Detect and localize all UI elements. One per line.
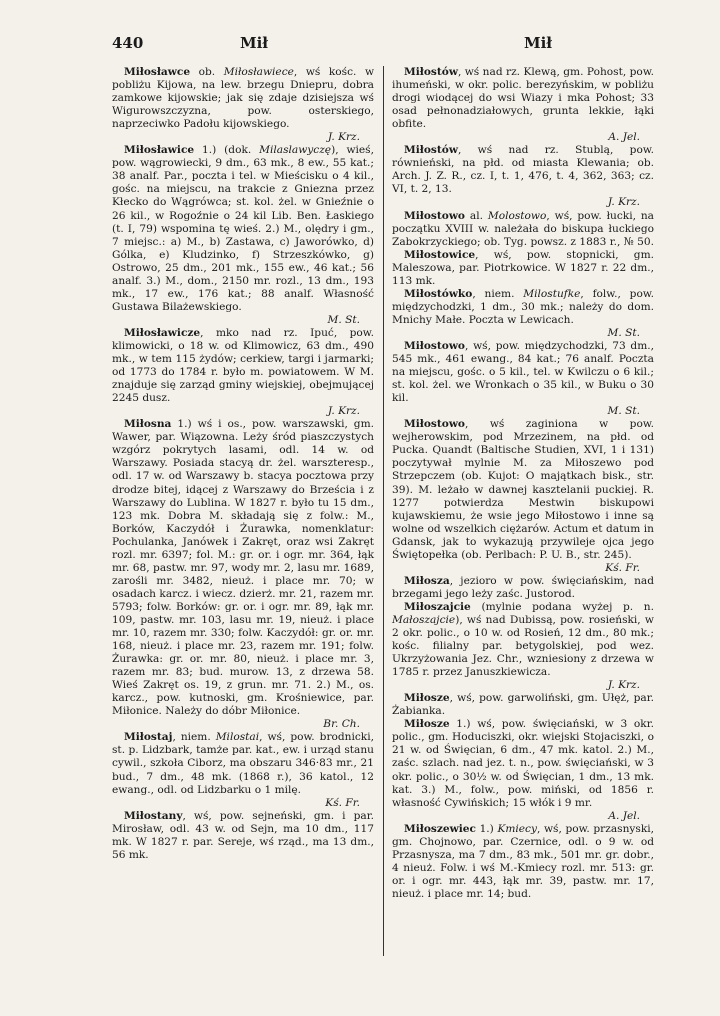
entry-text: 1.) wś i os., pow. warszawski, gm. Wawer, par. Wiązowna. Leży śród piaszczystych wzgórz pokrytych lasami, odl. 14 w. od Warszawy. Posiada stacyą dr. żel. warszteresp., odl. 17 w. od Warszawy b. stacya pocztowa przy drodze bitej, idącej z Warszawy do Brześcia i z Warszawy do Lublina. W 1827 r. było tu 15 dm., 123 mk. Dobra M. składają się z folw.: M., Borków, Kaczydół i Żurawka, nomenklatur: Pochulanka, Janówek i Zakręt, oraz wsi Zakręt rozl. mr. 6397; fol. M.: gr. or. i ogr. mr. 364, łąk mr. 68, pastw. mr. 97, wody mr. 2, lasu mr. 1689, zarośli mr. 3482, nieuż. i place mr. 70; w osadach karcz. i wiecz. dzierż. mr. 21, razem mr. 5793; folw. Borków: gr. or. i ogr. mr. 89, łąk mr. 109, pastw. mr. 103, lasu mr. 19, nieuż. i place mr. 10, razem mr. 330; folw. Kaczydół: gr. or. mr. 168, nieuż. i place mr. 23, razem mr. 191; folw. Żurawka: gr. or. mr. 80, nieuż. i place mr. 3, razem mr. 83; bud. murow. 13, z drzewa 58. Wieś Zakręt os. 19, z grun. mr. 71. 2.) M., os. karcz., pow. kutnoski, gm. Krośniewice, par. Miłonice. Należy do dóbr Miłonice.: [112, 418, 374, 718]
entry-variant-name: Kmiecy: [497, 822, 537, 835]
dictionary-entry: [392, 418, 654, 575]
entry-author: J. Krz.: [327, 405, 360, 418]
right-running-head: Mił: [524, 34, 553, 52]
entry-author: J. Krz.: [327, 131, 360, 144]
entry-text: ob.: [190, 66, 224, 78]
entry-text: , wś nad rz. Klewą, gm. Pohost, pow. ihumeński, w okr. polic. berezyńskim, w pobliżu drogi wiodącej do wsi Wiazy i mka Pohost; 33 osad pełnonadziałowych, grunta lekkie, łąki obfite.: [392, 66, 654, 131]
entry-headword: Miłosze: [404, 718, 450, 731]
dictionary-entry: [112, 731, 374, 809]
entry-headword: Miłoszewiec: [404, 822, 476, 835]
entry-headword: Miłostów: [404, 66, 458, 78]
left-column: [112, 66, 374, 862]
entry-variant-name: Milostai: [215, 731, 260, 744]
entry-author: M. St.: [607, 326, 640, 339]
entry-headword: Miłostówko: [404, 287, 473, 300]
dictionary-entry: [392, 210, 654, 249]
entry-headword: Miłosze: [404, 692, 450, 705]
dictionary-entry: [392, 601, 654, 692]
entry-text: , wś nad rz. Stublą, pow. równieński, na płd. od miasta Klewania; ob. Arch. J. Z. R., cz. I, t. 1, 476, t. 4, 362, 363; cz. VI, t. 2, 13.: [392, 144, 654, 196]
entry-author: Kś. Fr.: [605, 561, 640, 574]
entry-headword: Miłostowo: [404, 418, 466, 431]
page-header: [112, 34, 652, 56]
entry-body: ), wieś, pow. wągrowiecki, 9 dm., 63 mk., 8 ew., 55 kat.; 38 analf. Par., poczta i tel. w Mieścisku o 4 kil., gośc. na miejscu, na trakcie z Gniezna przez Kłecko do Wągrówca; st. kol. żel. w Gnieźnie o 26 kil., w Rogoźnie o 24 kil Lib. Ben. Łaskiego (t. I, 79) wspomina tę wieś. 2.) M., olędry i gm., 7 miejsc.: a) M., b) Zastawa, c) Jaworówko, d) Gólka, e) Kludzinko, f) Strzeszkówko, g) Ostrowo, 25 dm., 201 mk., 155 ew., 46 kat.; 56 analf. 3.) M., dom., 2150 mr. rozl., 13 dm., 193 mk., 17 ew., 176 kat.; 88 analf. Własność Gustawa Bilażewskiego.: [112, 144, 374, 313]
dictionary-entry: [392, 575, 654, 601]
entry-variant-name: Milostufke: [523, 287, 581, 300]
entry-text: 1.): [475, 822, 498, 835]
dictionary-entry: [392, 249, 654, 288]
entry-author: M. St.: [327, 313, 360, 326]
entry-headword: Miłostowo: [404, 209, 466, 222]
dictionary-entry: [392, 718, 654, 822]
entry-headword: Miłostów: [404, 144, 458, 157]
entry-headword: Miłoszajcie: [404, 600, 471, 613]
entry-headword: Miłosna: [124, 418, 172, 431]
entry-variant-name: Miłosławiece: [223, 66, 294, 78]
dictionary-entry: [112, 66, 374, 144]
entry-headword: Miłosławce: [124, 66, 191, 78]
entry-text: , wś, pow. stopnicki, gm. Maleszowa, par. Piotrkowice. W 1827 r. 22 dm., 113 mk.: [392, 248, 654, 287]
entry-body: , wś, pow. przasnyski, gm. Chojnowo, par. Czernice, odl. o 9 w. od Przasnysza, ma 7 dm., 83 mk., 501 mr. gr. dobr., 4 nieuż. Folw. i wś M.-Kmiecy rozl. mr. 513: gr. or. i ogr. mr. 443, łąk mr. 39, pastw. mr. 17, nieuż. i place mr. 14; bud.: [392, 822, 655, 900]
entry-author: J. Krz.: [607, 679, 640, 692]
left-running-head: Mił: [240, 34, 269, 52]
entry-author: M. St.: [607, 405, 640, 418]
entry-text: 1.) wś, pow. święciański, w 3 okr. polic., gm. Hoduciszki, okr. wiejski Stojaciszki, o 21 w. od Święcian, 6 dm., 47 mk. katol. 2.) M., zaśc. szlach. nad jez. t. n., pow. święciański, w 3 okr. polic., o 30½ w. od Święcian, 1 dm., 13 mk. kat. 3.) M., folw., pow. miński, od 1856 r. własność Cywińskich; 15 włók i 9 mr.: [392, 718, 654, 809]
dictionary-entry: [112, 810, 374, 862]
entry-variant-name: Molostowo: [487, 209, 547, 222]
entry-author: A. Jel.: [608, 131, 640, 144]
entry-text: , niem.: [172, 731, 216, 744]
dictionary-entry: [112, 144, 374, 327]
entry-headword: Miłostowice: [404, 248, 476, 261]
entry-text: , wś zaginiona w pow. wejherowskim, pod Mrzezinem, na płd. od Pucka. Quandt (Baltische Studien, XVI, 1 i 131) poczytywał mylnie M. za Miłoszewo pod Strzepczem (ob. Kujot: O majątkach bisk., str. 39). M. leżało w dawnej kasztelanii puckiej. R. 1277 potwierdza Mestwin biskupowi kujawskiemu, że wsie jego Miłostowo i inne są wolne od wszelkich ciężarów. Actum et datum in Gdansk, jak to wykazują przywileje ojca jego Świętopełka (ob. Perlbach: P. U. B., str. 245).: [392, 418, 654, 561]
entry-body: , wś kośc. w pobliżu Kijowa, na lew. brzegu Dniepru, dobra zamkowe kijowskie; jak się zdaje dzisiejsza wś Wigurowszczyzna, pow. osterskiego, naprzeciwko Padołu kijowskiego.: [112, 66, 375, 131]
entry-text: , mko nad rz. Ipuć, pow. klimowicki, o 18 w. od Klimowicz, 63 dm., 490 mk., w tem 115 żydów; cerkiew, targi i jarmarki; od 1773 do 1784 r. było m. powiatowem. W M. znajduje się zarząd gminy wiejskiej, obejmującej 2245 dusz.: [112, 326, 374, 405]
entry-headword: Miłostaj: [124, 731, 173, 744]
entry-text: , wś, pow. sejneński, gm. i par. Mirosław, odl. 43 w. od Sejn, ma 10 dm., 117 mk. W 1827 r. par. Sereje, wś rząd., ma 13 dm., 56 mk.: [112, 809, 374, 861]
entry-text: , niem.: [472, 287, 524, 300]
dictionary-entry: [392, 340, 654, 418]
entry-headword: Miłosławice: [124, 144, 195, 157]
dictionary-entry: [392, 288, 654, 340]
entry-author: Kś. Fr.: [325, 796, 360, 809]
entry-author: A. Jel.: [608, 809, 640, 822]
entry-body: , wś, pow. brodnicki, st. p. Lidzbark, tamże par. kat., ew. i urząd stanu cywil., szkoła Ciborz, ma obszaru 346·83 mr., 21 bud., 7 dm., 48 mk. (1868 r.), 36 katol., 12 ewang., odl. od Lidzbarku o 1 milę.: [112, 731, 374, 796]
entry-variant-name: Małoszajcie: [392, 613, 456, 626]
entry-headword: Miłosza: [404, 574, 450, 587]
entry-body: ), wś nad Dubissą, pow. rosieński, w 2 okr. polic., o 10 w. od Rosień, 12 dm., 80 mk.; kośc. filialny par. betygolskiej, pod wez. Ukrzyżowania Jez. Chr., wzniesiony z drzewa w 1785 r. przez Januszkiewicza.: [392, 613, 654, 679]
page-number: 440: [112, 34, 144, 52]
column-divider: [383, 66, 384, 956]
entry-text: , wś, pow. międzychodzki, 73 dm., 545 mk., 461 ewang., 84 kat.; 76 analf. Poczta na miejscu, gośc. o 5 kil., tel. w Kwilczu o 6 kil.; st. kol. żel. we Wronkach o 35 kil., w Buku o 30 kil.: [392, 339, 654, 405]
entry-text: (mylnie podana wyżej p. n.: [470, 600, 654, 613]
dictionary-entry: [112, 327, 374, 418]
entry-body: , wś, pow. łucki, na początku XVIII w. należała do biskupa łuckiego Zabokrzyckiego; ob. Tyg. powsz. z 1883 r., № 50.: [392, 209, 654, 248]
entry-text: , jezioro w pow. święciańskim, nad brzegami jego leży zaśc. Justorod.: [392, 574, 654, 600]
entry-body: , folw., pow. międzychodzki, 1 dm., 30 mk.; należy do dom. Mnichy Małe. Poczta w Lewicach.: [392, 287, 654, 326]
dictionary-entry: [112, 418, 374, 731]
entry-text: 1.) (dok.: [194, 144, 260, 157]
entry-text: , wś, pow. garwoliński, gm. Ułęż, par. Żabianka.: [392, 692, 654, 718]
entry-headword: Miłostany: [124, 809, 183, 822]
dictionary-entry: [392, 66, 654, 144]
entry-headword: Miłostowo: [404, 339, 466, 352]
right-column: [392, 66, 654, 901]
entry-text: al.: [465, 209, 488, 222]
dictionary-entry: [392, 144, 654, 209]
entry-author: Br. Ch.: [323, 718, 360, 731]
dictionary-entry: [392, 823, 654, 901]
dictionary-entry: [392, 692, 654, 718]
entry-variant-name: Milaslawyczę: [259, 144, 332, 157]
entry-headword: Miłosławicze: [124, 326, 201, 339]
entry-author: J. Krz.: [607, 196, 640, 209]
